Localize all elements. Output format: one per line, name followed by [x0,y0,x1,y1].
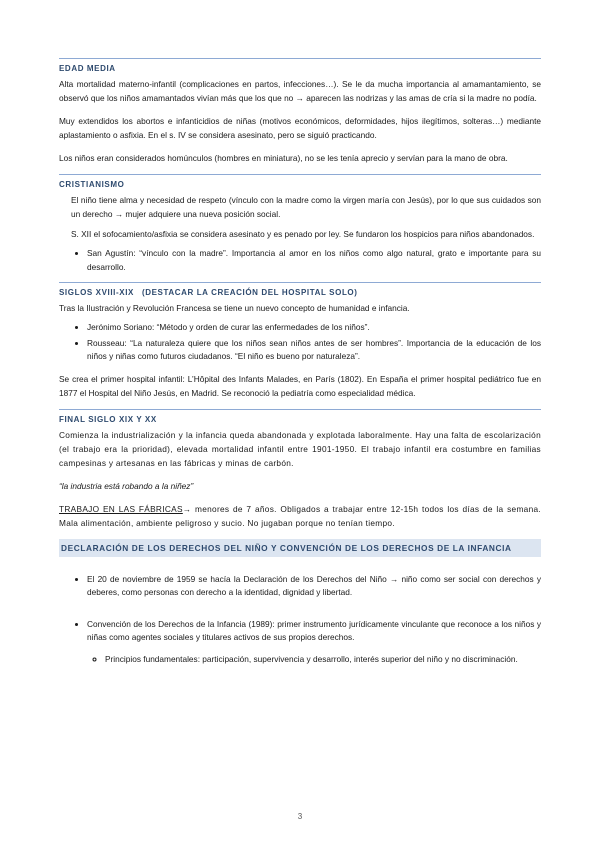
section-heading-edad-media: EDAD MEDIA [59,58,541,73]
cristianismo-paragraph-2: S. XII el sofocamiento/asfixia se considera asesinato y es penado por ley. Se fundaron los hospicios para niños abandonados. [71,229,535,239]
edad-media-paragraph-2: Muy extendidos los abortos e infanticidios de niñas (motivos económicos, deformidades, hijos ilegítimos, solteras…) mediante aplastamiento o asfixia. En el s. IV se considera asesinato, pero se siguió practicando. [59,116,541,140]
section-heading-declaracion: DECLARACIÓN DE LOS DERECHOS DEL NIÑO Y CONVENCIÓN DE LOS DERECHOS DE LA INFANCIA [59,539,541,557]
trabajo-fabricas-text: → menores de 7 años. Obligados a trabajar entre 12-15h todos los días de la semana. Mala alimentación, ambiente peligroso y sucio. No jugaban porque no tenían tiempo. [59,503,542,528]
list-item: • San Agustín: “vínculo con la madre”. Importancia al amor en los niños como algo natural, grato e importante para su desarrollo. [87,247,541,274]
cristianismo-paragraph-1: El niño tiene alma y necesidad de respeto (vínculo con la madre como la virgen maría con Jesús), por lo que sus cuidados son un derecho → mujer adquiere una nueva posición social. [71,195,541,219]
siglos-subtitle: (DESTACAR LA CREACIÓN DEL HOSPITAL SOLO) [141,288,358,297]
section-heading-final-siglo: FINAL SIGLO XIX Y XX [59,409,541,424]
convencion-list [59,618,541,645]
siglos-list [59,321,541,364]
trabajo-fabricas-paragraph [59,502,541,530]
list-item: • El 20 de noviembre de 1959 se hacía la Declaración de los Derechos del Niño → niño como ser social con derechos y deberes, como personas con derecho a la identidad, dignidad y libertad. [87,573,541,600]
list-item: • Rousseau: “La naturaleza quiere que los niños sean niños antes de ser hombres”. Importancia de la educación de los niños y niñas como futuros ciudadanos. “El niño es bueno por naturaleza”. [87,337,541,364]
section-heading-siglos [59,282,541,297]
final-quote: “la industria está robando a la niñez” [59,480,194,491]
siglos-hospital-paragraph: Se crea el primer hospital infantil: L’Hôpital des Infants Malades, en París (1802). En España el primer hospital pediátrico fue en 1877 el Hospital del Niño Jesús, en Madrid. Se reconoció la pediatría como especialidad médica. [59,373,541,398]
edad-media-paragraph-3: Los niños eran considerados homúnculos (hombres en miniatura), no se les tenía aprecio y servían para la mano de obra. [59,153,508,163]
list-item: • Jerónimo Soriano: “Método y orden de curar las enfermedades de los niños”. [87,321,541,335]
trabajo-fabricas-label: TRABAJO EN LAS FÁBRICAS [59,503,183,514]
declaracion-list [59,573,541,600]
principios-sublist [59,653,541,667]
cristianismo-list [59,247,541,274]
edad-media-paragraph-1: Alta mortalidad materno-infantil (complicaciones en partos, infecciones…). Se le da mucha importancia al amamantamiento, se observó que los niños amamantados vivían más que los que no → aparecen las nodrizas y las amas de cría si la madre no podía. [59,79,541,103]
section-heading-cristianismo: CRISTIANISMO [59,174,541,189]
list-item: ◦ Principios fundamentales: participación, supervivencia y desarrollo, interés superior del niño y no discriminación. [105,653,541,667]
final-paragraph-1: Comienza la industrialización y la infancia queda abandonada y explotada laboralmente. Hay una falta de escolarización (el trabajo era la prioridad), elevada mortalidad infantil entre 1901-1950. El trabajo infantil era costumbre en familias campesinas y artesanas en las fábricas y minas de carbón. [59,429,541,468]
page-number: 3 [297,812,303,821]
list-item: • Convención de los Derechos de la Infancia (1989): primer instrumento jurídicamente vinculante que reconoce a los niños y niñas como agentes sociales y titulares activos de sus propios derechos. [87,618,541,645]
document-page [59,58,541,674]
siglos-title: SIGLOS XVIII-XIX [59,288,134,297]
siglos-intro: Tras la Ilustración y Revolución Francesa se tiene un nuevo concepto de humanidad e infancia. [59,303,410,313]
